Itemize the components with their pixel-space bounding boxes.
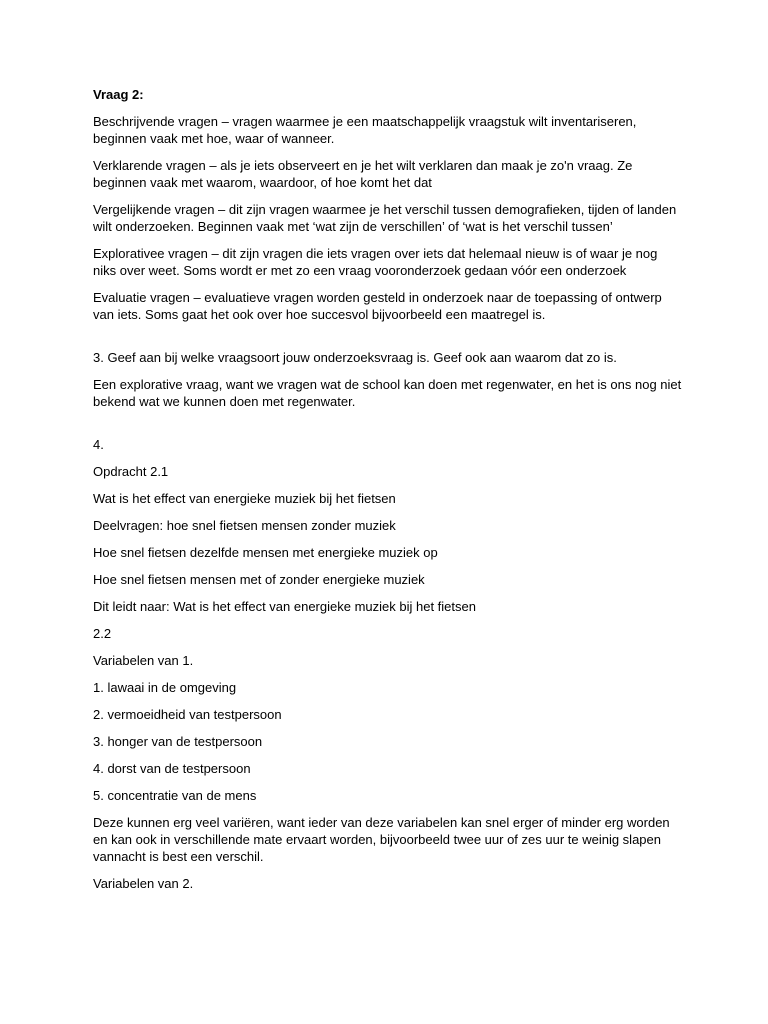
variable-item: 3. honger van de testpersoon xyxy=(93,734,263,749)
subquestion-1: Deelvragen: hoe snel fietsen mensen zonder muziek xyxy=(93,518,396,533)
conclusion: Dit leidt naar: Wat is het effect van energieke muziek bij het fietsen xyxy=(93,599,476,614)
answer-3: Een explorative vraag, want we vragen wat de school kan doen met regenwater, en het is ons nog niet bekend wat we kunnen doen met regenwater. xyxy=(93,377,682,409)
paragraph-exploratieve: Explorativee vragen – dit zijn vragen die iets vragen over iets dat helemaal nieuw is of waar je nog niks over weet. Soms wordt er met zo een vraag vooronderzoek gedaan vóór een onderzoek xyxy=(93,246,658,278)
variable-item: 4. dorst van de testpersoon xyxy=(93,761,251,776)
variables-explanation: Deze kunnen erg veel variëren, want ieder van deze variabelen kan snel erger of minder erg worden en kan ook in verschillende mate ervaart worden, bijvoorbeeld twee uur of zes uur te weinig slapen vannacht is best een verschil. xyxy=(93,815,670,864)
variable-item: 1. lawaai in de omgeving xyxy=(93,680,237,695)
subquestion-3: Hoe snel fietsen mensen met of zonder energieke muziek xyxy=(93,572,425,587)
opdracht-label: Opdracht 2.1 xyxy=(93,464,169,479)
document-body xyxy=(93,86,683,902)
main-question: Wat is het effect van energieke muziek bij het fietsen xyxy=(93,491,396,506)
variables-2-label: Variabelen van 2. xyxy=(93,876,194,891)
variable-item: 5. concentratie van de mens xyxy=(93,788,257,803)
paragraph-vergelijkende: Vergelijkende vragen – dit zijn vragen waarmee je het verschil tussen demografieken, tijden of landen wilt onderzoeken. Beginnen vaak met ‘wat zijn de verschillen’ of ‘wat is het verschil tussen’ xyxy=(93,202,677,234)
heading-vraag-2: Vraag 2: xyxy=(93,87,144,102)
paragraph-verklarende: Verklarende vragen – als je iets observeert en je het wilt verklaren dan maak je zo'n vraag. Ze beginnen vaak met waarom, waardoor, of hoe komt het dat xyxy=(93,158,633,190)
subquestion-2: Hoe snel fietsen dezelfde mensen met energieke muziek op xyxy=(93,545,438,560)
question-4-number: 4. xyxy=(93,437,104,452)
paragraph-beschrijvende: Beschrijvende vragen – vragen waarmee je een maatschappelijk vraagstuk wilt inventariseren, beginnen vaak met hoe, waar of wanneer. xyxy=(93,114,637,146)
question-3: 3. Geef aan bij welke vraagsoort jouw onderzoeksvraag is. Geef ook aan waarom dat zo is. xyxy=(93,350,617,365)
variables-1-label: Variabelen van 1. xyxy=(93,653,194,668)
section-2-2: 2.2 xyxy=(93,626,112,641)
variable-item: 2. vermoeidheid van testpersoon xyxy=(93,707,282,722)
paragraph-evaluatie: Evaluatie vragen – evaluatieve vragen worden gesteld in onderzoek naar de toepassing of ontwerp van iets. Soms gaat het ook over hoe succesvol bijvoorbeeld een maatregel is. xyxy=(93,290,662,322)
